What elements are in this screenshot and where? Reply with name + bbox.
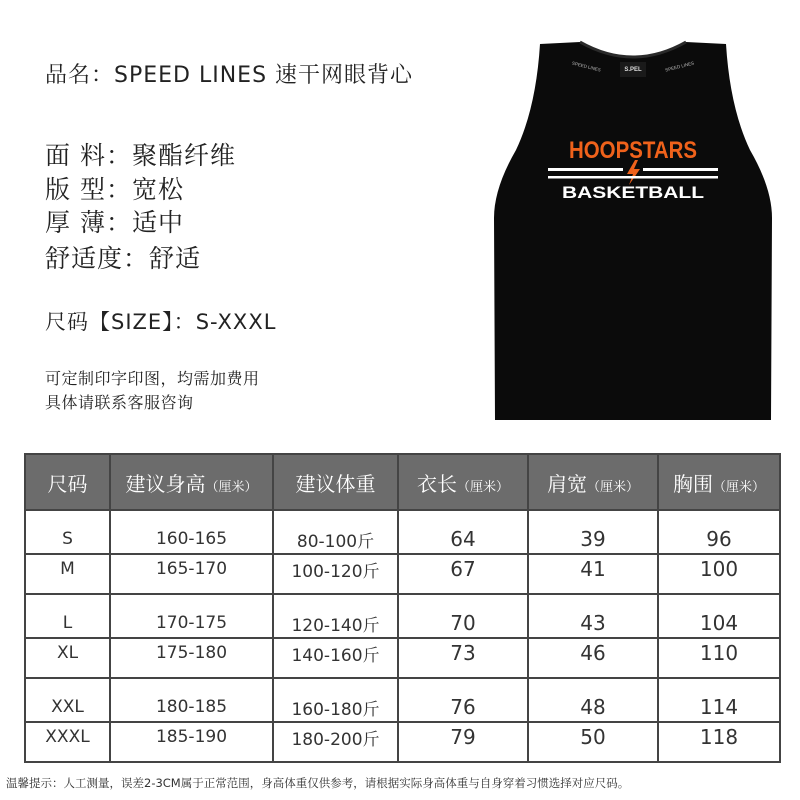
cell-length: 64 (398, 510, 528, 554)
neck-brand-left: SPEED LINES (571, 60, 602, 73)
cell-shoulder: 39 (528, 510, 658, 554)
tank-top-body (494, 42, 772, 420)
table-row (25, 722, 780, 762)
cell-shoulder: 48 (528, 678, 658, 722)
table-row (25, 678, 780, 722)
spec-comfort (45, 239, 201, 275)
spec-label: 面 料： (45, 141, 132, 170)
cell-size: XXL (25, 678, 110, 722)
size-range-label: 尺码【SIZE】： (45, 310, 196, 334)
graphic-stripe-top-right (643, 168, 718, 171)
cell-chest: 100 (658, 554, 780, 594)
cell-height: 160-165 (110, 510, 273, 554)
spec-value: 适中 (131, 208, 184, 237)
header-size: 尺码 (25, 454, 110, 510)
spec-thickness (45, 203, 184, 239)
cell-weight: 120-140斤 (273, 594, 398, 638)
cell-weight: 140-160斤 (273, 638, 398, 678)
spec-value: 聚酯纤维 (131, 141, 236, 170)
size-range-value: S-XXXL (195, 310, 277, 334)
table-row (25, 554, 780, 594)
spec-material (45, 136, 236, 172)
cell-height: 175-180 (110, 638, 273, 678)
custom-print-note: 可定制印字印图，均需加费用 (45, 369, 260, 388)
cell-size: XL (25, 638, 110, 678)
cell-weight: 180-200斤 (273, 722, 398, 762)
graphic-stripe-mid (548, 176, 718, 179)
cell-chest: 118 (658, 722, 780, 762)
size-chart-table (24, 453, 781, 763)
cell-weight: 80-100斤 (273, 510, 398, 554)
header-height: 建议身高（厘米） (110, 454, 273, 510)
cell-length: 67 (398, 554, 528, 594)
cell-size: M (25, 554, 110, 594)
cell-shoulder: 43 (528, 594, 658, 638)
cell-chest: 114 (658, 678, 780, 722)
cell-size: L (25, 594, 110, 638)
cell-length: 79 (398, 722, 528, 762)
cell-length: 70 (398, 594, 528, 638)
cell-length: 73 (398, 638, 528, 678)
contact-service-note: 具体请联系客服咨询 (45, 393, 194, 412)
graphic-stripe-top-left (548, 168, 623, 171)
header-length: 衣长（厘米） (398, 454, 528, 510)
cell-length: 76 (398, 678, 528, 722)
cell-shoulder: 50 (528, 722, 658, 762)
cell-height: 165-170 (110, 554, 273, 594)
spec-value: 舒适 (149, 244, 202, 273)
cell-shoulder: 41 (528, 554, 658, 594)
spec-label: 舒适度： (45, 244, 150, 273)
product-name-label: 品名： (45, 63, 115, 88)
size-range-line (45, 306, 276, 336)
table-row (25, 594, 780, 638)
cell-height: 185-190 (110, 722, 273, 762)
table-row (25, 638, 780, 678)
spec-fit (45, 170, 184, 206)
header-chest: 胸围（厘米） (658, 454, 780, 510)
cell-chest: 96 (658, 510, 780, 554)
spec-value: 宽松 (131, 175, 184, 204)
cell-height: 170-175 (110, 594, 273, 638)
spec-label: 厚 薄： (45, 208, 132, 237)
cell-size: S (25, 510, 110, 554)
product-name-line (45, 58, 413, 89)
cell-chest: 110 (658, 638, 780, 678)
graphic-title-hoopstars: HOOPSTARS (569, 137, 697, 164)
tank-top-image (488, 38, 778, 428)
cell-chest: 104 (658, 594, 780, 638)
graphic-subtitle-basketball: BASKETBALL (562, 183, 704, 202)
header-weight: 建议体重 (273, 454, 398, 510)
cell-height: 180-185 (110, 678, 273, 722)
header-shoulder: 肩宽（厘米） (528, 454, 658, 510)
cell-size: XXXL (25, 722, 110, 762)
table-row (25, 510, 780, 554)
measurement-disclaimer: 温馨提示：人工测量，误差2-3CM属于正常范围，身高体重仅供参考，请根据实际身高体重与自身穿着习惯选择对应尺码。 (6, 776, 630, 790)
size-chart-header-row (25, 454, 780, 510)
cell-shoulder: 46 (528, 638, 658, 678)
cell-weight: 100-120斤 (273, 554, 398, 594)
cell-weight: 160-180斤 (273, 678, 398, 722)
neck-brand-right: SPEED LINES (664, 60, 695, 73)
spec-label: 版 型： (45, 175, 132, 204)
product-name-value: SPEED LINES 速干网眼背心 (114, 63, 414, 88)
neck-tag-label: S.PEL (624, 67, 642, 73)
